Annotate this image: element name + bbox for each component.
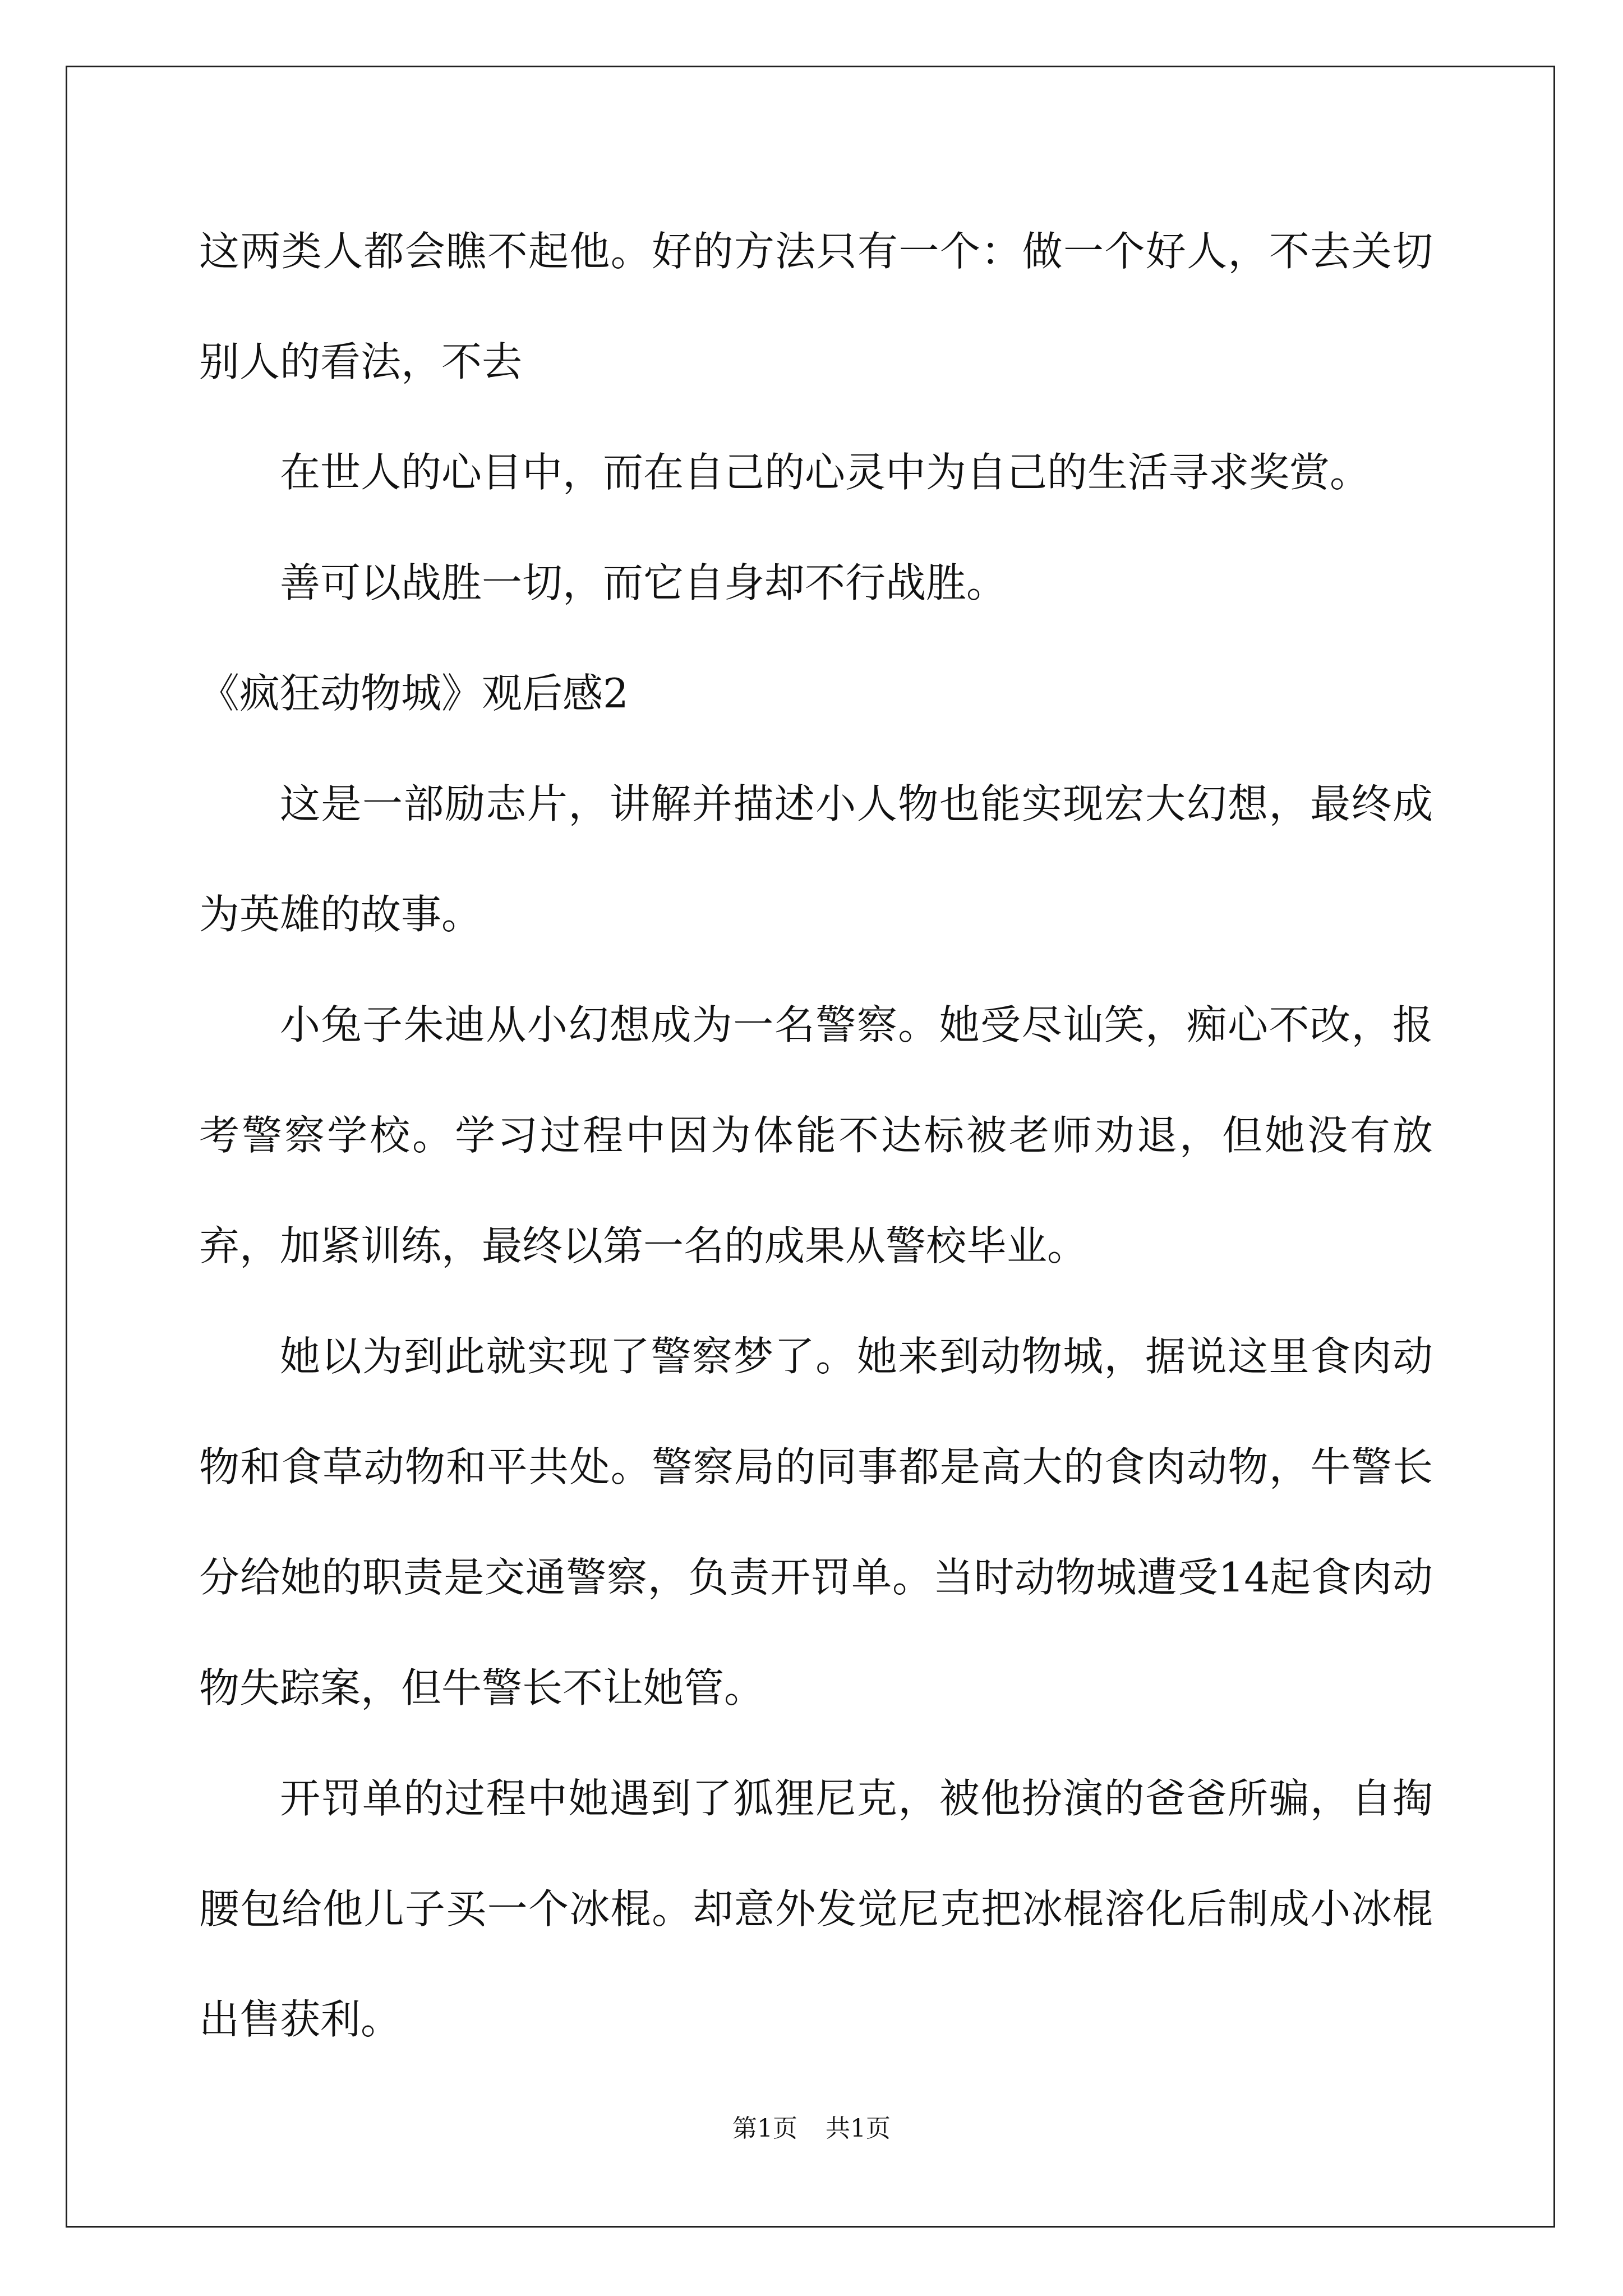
paragraph-6: 她以为到此就实现了警察梦了。她来到动物城，据说这里食肉动物和食草动物和平共处。警察局的同事都是高大的食肉动物，牛警长分给她的职责是交通警察，负责开罚单。当时动物城遭受14起食肉动物失踪案，但牛警长不让她管。 <box>199 1333 1433 1711</box>
paragraph-5: 小兔子朱迪从小幻想成为一名警察。她受尽讪笑，痴心不改，报考警察学校。学习过程中因为体能不达标被老师劝退，但她没有放弃，加紧训练，最终以第一名的成果从警校毕业。 <box>199 1001 1433 1269</box>
page-number: 第1页 <box>732 2114 797 2143</box>
paragraph-2: 在世人的心目中，而在自己的心灵中为自己的生活寻求奖赏。 <box>280 449 1371 496</box>
paragraph-7: 开罚单的过程中她遇到了狐狸尼克，被他扮演的爸爸所骗，自掏腰包给他儿子买一个冰棍。却意外发觉尼克把冰棍溶化后制成小冰棍出售获利。 <box>199 1775 1433 2043</box>
paragraph-3: 善可以战胜一切，而它自身却不行战胜。 <box>280 559 1007 606</box>
paragraph-4: 这是一部励志片，讲解并描述小人物也能实现宏大幻想，最终成为英雄的故事。 <box>199 780 1433 938</box>
paragraph-1: 这两类人都会瞧不起他。好的方法只有一个：做一个好人，不去关切别人的看法，不去 <box>199 228 1433 385</box>
section-title: 《疯狂动物城》观后感2 <box>199 670 629 717</box>
page-total: 共1页 <box>826 2114 891 2143</box>
page-footer <box>0 2112 1623 2146</box>
document-body <box>199 196 1433 2075</box>
